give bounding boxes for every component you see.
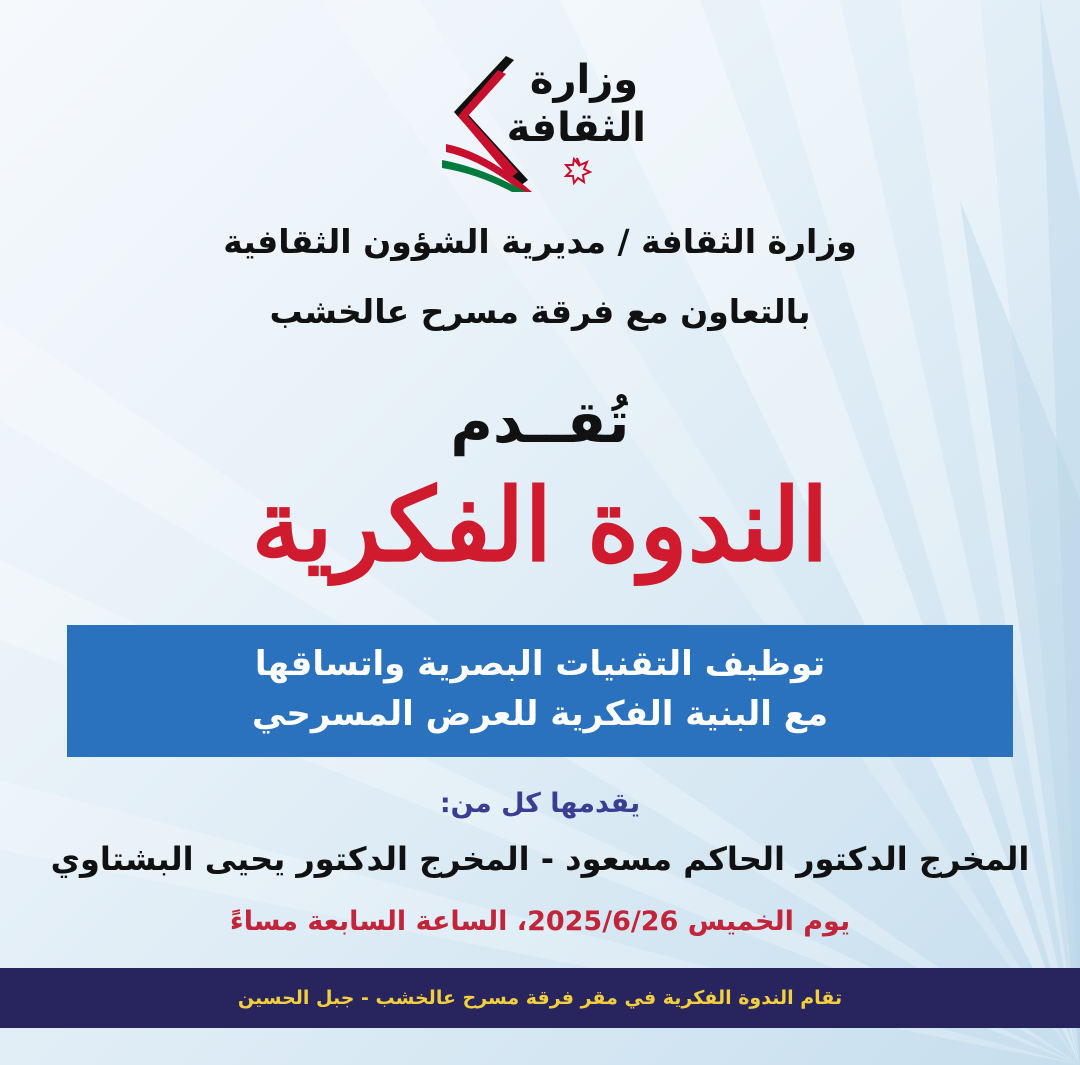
collaboration-line: بالتعاون مع فرقة مسرح عالخشب: [269, 292, 811, 331]
ministry-of-culture-logo: [436, 52, 646, 202]
logo-line-2: الثقافة: [506, 105, 646, 151]
presents-heading: تُقــدم: [450, 388, 630, 456]
presenters-label: يقدمها كل من:: [439, 788, 641, 819]
logo-wordmark: [506, 56, 646, 152]
event-datetime: يوم الخميس 2025/6/26، الساعة السابعة مساءً: [229, 906, 851, 937]
venue-text: تقام الندوة الفكرية في مقر فرقة مسرح عالخشب - جبل الحسين: [237, 987, 843, 1009]
presenters-names: المخرج الدكتور الحاكم مسعود - المخرج الدكتور يحيى البشتاوي: [50, 840, 1030, 878]
event-title: الندوة الفكرية: [251, 466, 829, 584]
topic-line-1: توظيف التقنيات البصرية واتساقها: [254, 644, 826, 684]
topic-banner: [67, 625, 1013, 757]
jordan-star-icon: [562, 156, 592, 186]
organization-line: وزارة الثقافة / مديرية الشؤون الثقافية: [223, 222, 857, 261]
footer-bar: [0, 968, 1080, 1028]
logo-line-1: وزارة: [529, 57, 639, 103]
topic-line-2: مع البنية الفكرية للعرض المسرحي: [251, 694, 829, 734]
